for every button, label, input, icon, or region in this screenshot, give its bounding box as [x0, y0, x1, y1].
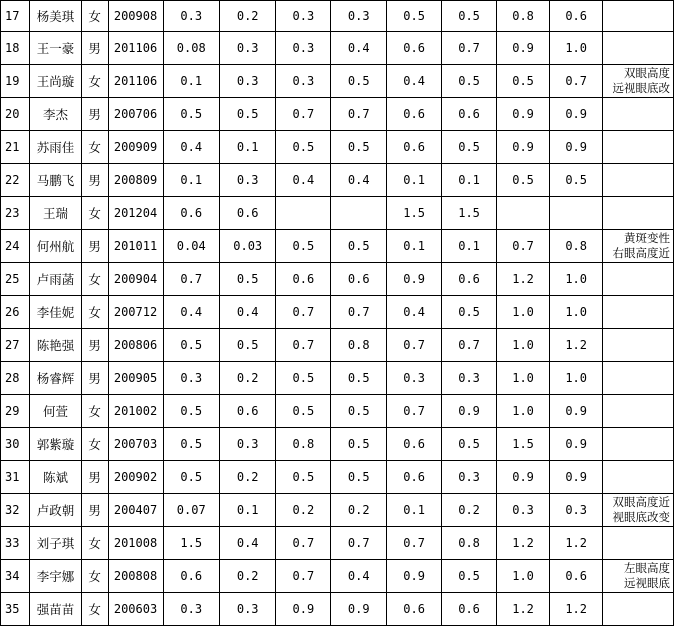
vision-value-cell: 0.5	[442, 1, 497, 32]
remark-line: 双眼高度	[624, 66, 670, 80]
vision-value-cell: 0.2	[219, 1, 275, 32]
vision-value-cell: 0.3	[550, 494, 603, 527]
vision-value-cell: 0.5	[550, 164, 603, 197]
remark-cell	[603, 593, 674, 626]
vision-value-cell: 0.5	[497, 65, 550, 98]
vision-value-cell: 0.8	[550, 230, 603, 263]
vision-value-cell: 0.3	[276, 32, 331, 65]
vision-value-cell: 1.2	[497, 593, 550, 626]
vision-value-cell: 0.5	[276, 230, 331, 263]
vision-value-cell: 0.7	[442, 329, 497, 362]
vision-value-cell: 0.5	[163, 461, 219, 494]
vision-value-cell: 0.3	[163, 593, 219, 626]
vision-value-cell: 0.9	[550, 428, 603, 461]
birth-date-cell: 201011	[108, 230, 163, 263]
vision-value-cell: 1.0	[550, 263, 603, 296]
student-name-cell: 卢雨菡	[30, 263, 82, 296]
remark-cell	[603, 98, 674, 131]
vision-value-cell: 0.3	[219, 164, 275, 197]
vision-value-cell: 0.07	[163, 494, 219, 527]
vision-value-cell: 0.3	[387, 362, 442, 395]
student-name-cell: 强苗苗	[30, 593, 82, 626]
vision-value-cell: 1.0	[497, 296, 550, 329]
vision-value-cell: 0.5	[331, 230, 387, 263]
table-row	[1, 164, 674, 197]
table-row	[1, 362, 674, 395]
row-number-cell: 32	[1, 494, 30, 527]
vision-value-cell: 0.6	[387, 461, 442, 494]
remark-cell	[603, 362, 674, 395]
vision-value-cell: 0.3	[219, 65, 275, 98]
vision-value-cell: 0.5	[442, 131, 497, 164]
gender-cell: 女	[81, 197, 108, 230]
vision-value-cell: 0.7	[276, 98, 331, 131]
remark-line: 左眼高度	[624, 561, 670, 575]
vision-value-cell: 0.5	[387, 1, 442, 32]
gender-cell: 男	[81, 230, 108, 263]
birth-date-cell: 200703	[108, 428, 163, 461]
birth-date-cell: 200712	[108, 296, 163, 329]
student-name-cell: 何萱	[30, 395, 82, 428]
vision-value-cell: 0.5	[163, 428, 219, 461]
remark-line: 远视眼底改	[612, 81, 670, 95]
table-row	[1, 329, 674, 362]
vision-value-cell: 0.9	[497, 461, 550, 494]
vision-value-cell: 0.3	[442, 362, 497, 395]
vision-value-cell: 0.6	[163, 197, 219, 230]
vision-value-cell: 0.5	[331, 395, 387, 428]
vision-value-cell: 0.3	[331, 1, 387, 32]
birth-date-cell: 200909	[108, 131, 163, 164]
table-row	[1, 461, 674, 494]
table-row	[1, 197, 674, 230]
student-name-cell: 李宇娜	[30, 560, 82, 593]
vision-value-cell: 1.2	[497, 527, 550, 560]
vision-value-cell: 0.4	[163, 296, 219, 329]
student-name-cell: 刘子琪	[30, 527, 82, 560]
vision-value-cell: 0.5	[276, 461, 331, 494]
row-number-cell: 17	[1, 1, 30, 32]
vision-value-cell: 1.5	[387, 197, 442, 230]
gender-cell: 男	[81, 32, 108, 65]
gender-cell: 男	[81, 329, 108, 362]
vision-value-cell: 1.0	[550, 296, 603, 329]
vision-value-cell: 0.5	[219, 263, 275, 296]
vision-value-cell: 1.5	[442, 197, 497, 230]
vision-value-cell: 0.5	[442, 428, 497, 461]
birth-date-cell: 201204	[108, 197, 163, 230]
table-row	[1, 593, 674, 626]
vision-value-cell: 0.5	[331, 131, 387, 164]
remark-line: 右眼高度近	[612, 246, 670, 260]
row-number-cell: 33	[1, 527, 30, 560]
table-row	[1, 1, 674, 32]
vision-value-cell: 1.2	[550, 527, 603, 560]
row-number-cell: 18	[1, 32, 30, 65]
birth-date-cell: 200806	[108, 329, 163, 362]
vision-value-cell: 0.5	[442, 296, 497, 329]
remark-cell	[603, 1, 674, 32]
vision-value-cell: 0.4	[219, 527, 275, 560]
row-number-cell: 27	[1, 329, 30, 362]
vision-value-cell: 0.6	[163, 560, 219, 593]
birth-date-cell: 200809	[108, 164, 163, 197]
gender-cell: 女	[81, 560, 108, 593]
vision-value-cell: 0.5	[219, 98, 275, 131]
student-name-cell: 卢政朝	[30, 494, 82, 527]
vision-value-cell: 0.7	[163, 263, 219, 296]
vision-value-cell: 0.4	[387, 296, 442, 329]
table-row	[1, 395, 674, 428]
row-number-cell: 28	[1, 362, 30, 395]
vision-value-cell: 0.6	[219, 197, 275, 230]
vision-value-cell: 0.8	[442, 527, 497, 560]
remark-line: 黄斑变性	[624, 231, 670, 245]
table-row	[1, 296, 674, 329]
vision-value-cell: 0.1	[387, 230, 442, 263]
birth-date-cell: 201106	[108, 32, 163, 65]
vision-value-cell	[276, 197, 331, 230]
remark-cell	[603, 527, 674, 560]
vision-value-cell: 0.5	[442, 560, 497, 593]
vision-value-cell: 1.0	[550, 32, 603, 65]
vision-value-cell: 0.6	[387, 32, 442, 65]
remark-cell	[603, 263, 674, 296]
row-number-cell: 35	[1, 593, 30, 626]
vision-value-cell: 0.8	[331, 329, 387, 362]
vision-value-cell: 0.6	[331, 263, 387, 296]
remark-line: 远视眼底	[624, 576, 670, 590]
vision-value-cell: 0.3	[219, 32, 275, 65]
vision-value-cell: 1.2	[497, 263, 550, 296]
remark-cell	[603, 329, 674, 362]
vision-value-cell: 0.1	[442, 230, 497, 263]
gender-cell: 男	[81, 461, 108, 494]
vision-value-cell: 0.9	[550, 461, 603, 494]
vision-value-cell: 0.4	[163, 131, 219, 164]
student-name-cell: 郭紫璇	[30, 428, 82, 461]
vision-value-cell: 0.6	[219, 395, 275, 428]
vision-value-cell: 0.7	[276, 296, 331, 329]
gender-cell: 男	[81, 494, 108, 527]
row-number-cell: 20	[1, 98, 30, 131]
vision-value-cell: 1.5	[497, 428, 550, 461]
vision-value-cell: 0.9	[387, 263, 442, 296]
student-name-cell: 杨美琪	[30, 1, 82, 32]
vision-value-cell: 0.2	[219, 560, 275, 593]
table-row	[1, 32, 674, 65]
table-row	[1, 494, 674, 527]
row-number-cell: 19	[1, 65, 30, 98]
vision-value-cell: 0.1	[219, 494, 275, 527]
remark-cell	[603, 296, 674, 329]
remark-cell	[603, 65, 674, 98]
vision-value-cell: 0.5	[331, 428, 387, 461]
gender-cell: 男	[81, 98, 108, 131]
table-row	[1, 65, 674, 98]
remark-cell	[603, 164, 674, 197]
remark-cell	[603, 494, 674, 527]
vision-value-cell: 0.2	[219, 461, 275, 494]
vision-value-cell: 0.1	[219, 131, 275, 164]
vision-value-cell: 0.6	[442, 263, 497, 296]
gender-cell: 女	[81, 296, 108, 329]
vision-value-cell: 0.7	[387, 329, 442, 362]
student-name-cell: 王一豪	[30, 32, 82, 65]
vision-value-cell: 0.1	[442, 164, 497, 197]
student-name-cell: 李佳妮	[30, 296, 82, 329]
vision-value-cell: 0.03	[219, 230, 275, 263]
table-row	[1, 230, 674, 263]
vision-value-cell: 0.6	[387, 131, 442, 164]
student-name-cell: 王尚璇	[30, 65, 82, 98]
gender-cell: 男	[81, 362, 108, 395]
vision-value-cell: 1.5	[163, 527, 219, 560]
birth-date-cell: 200603	[108, 593, 163, 626]
vision-value-cell: 0.3	[163, 362, 219, 395]
vision-value-cell: 0.3	[276, 1, 331, 32]
vision-value-cell: 0.6	[387, 428, 442, 461]
vision-value-cell: 0.9	[276, 593, 331, 626]
table-row	[1, 98, 674, 131]
student-name-cell: 何州航	[30, 230, 82, 263]
vision-value-cell: 0.7	[497, 230, 550, 263]
vision-value-cell: 0.8	[276, 428, 331, 461]
vision-value-cell: 0.5	[276, 131, 331, 164]
gender-cell: 女	[81, 395, 108, 428]
birth-date-cell: 200904	[108, 263, 163, 296]
vision-value-cell: 0.5	[497, 164, 550, 197]
birth-date-cell: 200407	[108, 494, 163, 527]
vision-value-cell: 0.5	[219, 329, 275, 362]
vision-value-cell: 0.5	[163, 329, 219, 362]
vision-value-cell: 0.6	[442, 593, 497, 626]
vision-value-cell: 0.7	[331, 98, 387, 131]
vision-value-cell: 0.5	[331, 65, 387, 98]
vision-value-cell: 0.6	[550, 1, 603, 32]
vision-value-cell: 0.7	[276, 527, 331, 560]
vision-value-cell: 1.2	[550, 593, 603, 626]
vision-value-cell: 0.3	[163, 1, 219, 32]
student-name-cell: 苏雨佳	[30, 131, 82, 164]
vision-value-cell: 0.1	[163, 164, 219, 197]
vision-value-cell: 0.9	[550, 98, 603, 131]
birth-date-cell: 200808	[108, 560, 163, 593]
student-name-cell: 马鹏飞	[30, 164, 82, 197]
vision-value-cell: 0.3	[219, 593, 275, 626]
vision-value-cell: 0.7	[442, 32, 497, 65]
remark-cell	[603, 428, 674, 461]
gender-cell: 男	[81, 164, 108, 197]
vision-value-cell: 0.3	[442, 461, 497, 494]
table-row	[1, 131, 674, 164]
vision-value-cell: 1.0	[497, 395, 550, 428]
vision-value-cell: 0.7	[276, 329, 331, 362]
row-number-cell: 25	[1, 263, 30, 296]
vision-value-cell: 0.7	[331, 527, 387, 560]
vision-value-cell: 0.5	[331, 362, 387, 395]
vision-value-cell	[550, 197, 603, 230]
birth-date-cell: 200905	[108, 362, 163, 395]
vision-value-cell: 0.5	[276, 395, 331, 428]
vision-value-cell: 1.0	[550, 362, 603, 395]
birth-date-cell: 200902	[108, 461, 163, 494]
remark-cell	[603, 197, 674, 230]
table-row	[1, 263, 674, 296]
vision-value-cell: 0.04	[163, 230, 219, 263]
vision-value-cell: 1.0	[497, 329, 550, 362]
vision-value-cell: 0.4	[219, 296, 275, 329]
vision-value-cell: 1.0	[497, 560, 550, 593]
vision-value-cell: 0.9	[497, 32, 550, 65]
student-name-cell: 陈艳强	[30, 329, 82, 362]
vision-value-cell: 0.7	[387, 395, 442, 428]
vision-value-cell: 0.4	[331, 560, 387, 593]
vision-value-cell: 0.4	[387, 65, 442, 98]
remark-cell	[603, 395, 674, 428]
vision-value-cell: 0.9	[442, 395, 497, 428]
gender-cell: 女	[81, 1, 108, 32]
remark-line: 视眼底改变	[612, 510, 670, 524]
row-number-cell: 24	[1, 230, 30, 263]
gender-cell: 女	[81, 428, 108, 461]
vision-value-cell: 0.7	[387, 527, 442, 560]
vision-value-cell: 0.9	[497, 98, 550, 131]
vision-value-cell: 0.5	[163, 98, 219, 131]
vision-value-cell: 0.4	[331, 164, 387, 197]
gender-cell: 女	[81, 65, 108, 98]
vision-value-cell: 0.4	[276, 164, 331, 197]
vision-value-cell: 1.0	[497, 362, 550, 395]
vision-value-cell: 0.9	[550, 395, 603, 428]
vision-value-cell: 0.3	[497, 494, 550, 527]
row-number-cell: 34	[1, 560, 30, 593]
vision-value-cell: 0.8	[497, 1, 550, 32]
vision-value-cell: 0.2	[276, 494, 331, 527]
vision-value-cell: 0.6	[387, 593, 442, 626]
table-row	[1, 527, 674, 560]
birth-date-cell: 200706	[108, 98, 163, 131]
vision-value-cell: 0.08	[163, 32, 219, 65]
student-name-cell: 李杰	[30, 98, 82, 131]
vision-value-cell: 0.1	[387, 164, 442, 197]
vision-value-cell: 0.6	[276, 263, 331, 296]
vision-value-cell: 0.9	[497, 131, 550, 164]
table-row	[1, 560, 674, 593]
vision-value-cell	[331, 197, 387, 230]
vision-value-cell: 0.9	[387, 560, 442, 593]
row-number-cell: 30	[1, 428, 30, 461]
gender-cell: 女	[81, 593, 108, 626]
vision-value-cell: 0.1	[387, 494, 442, 527]
row-number-cell: 22	[1, 164, 30, 197]
student-name-cell: 王瑞	[30, 197, 82, 230]
vision-value-cell: 0.1	[163, 65, 219, 98]
vision-value-cell: 0.6	[550, 560, 603, 593]
remark-line: 双眼高度近	[612, 495, 670, 509]
gender-cell: 女	[81, 131, 108, 164]
vision-value-cell: 0.5	[276, 362, 331, 395]
vision-value-cell: 0.7	[276, 560, 331, 593]
vision-value-cell: 0.3	[276, 65, 331, 98]
row-number-cell: 29	[1, 395, 30, 428]
student-name-cell: 陈斌	[30, 461, 82, 494]
birth-date-cell: 201008	[108, 527, 163, 560]
vision-value-cell: 0.6	[387, 98, 442, 131]
student-name-cell: 杨睿辉	[30, 362, 82, 395]
remark-cell	[603, 131, 674, 164]
row-number-cell: 23	[1, 197, 30, 230]
vision-value-cell: 0.5	[163, 395, 219, 428]
row-number-cell: 31	[1, 461, 30, 494]
birth-date-cell: 201002	[108, 395, 163, 428]
gender-cell: 女	[81, 263, 108, 296]
vision-value-cell: 0.2	[331, 494, 387, 527]
row-number-cell: 21	[1, 131, 30, 164]
vision-value-cell: 0.2	[219, 362, 275, 395]
vision-value-cell: 0.2	[442, 494, 497, 527]
birth-date-cell: 201106	[108, 65, 163, 98]
birth-date-cell: 200908	[108, 1, 163, 32]
remark-cell	[603, 32, 674, 65]
vision-value-cell: 0.7	[331, 296, 387, 329]
vision-value-cell: 0.7	[550, 65, 603, 98]
vision-value-cell: 0.9	[550, 131, 603, 164]
table-row	[1, 428, 674, 461]
row-number-cell: 26	[1, 296, 30, 329]
remark-cell	[603, 230, 674, 263]
gender-cell: 女	[81, 527, 108, 560]
vision-value-cell	[497, 197, 550, 230]
vision-value-cell: 0.3	[219, 428, 275, 461]
vision-value-cell: 1.2	[550, 329, 603, 362]
vision-value-cell: 0.5	[442, 65, 497, 98]
vision-value-cell: 0.9	[331, 593, 387, 626]
remark-cell	[603, 461, 674, 494]
vision-value-cell: 0.5	[331, 461, 387, 494]
vision-value-cell: 0.6	[442, 98, 497, 131]
remark-cell	[603, 560, 674, 593]
vision-value-cell: 0.4	[331, 32, 387, 65]
